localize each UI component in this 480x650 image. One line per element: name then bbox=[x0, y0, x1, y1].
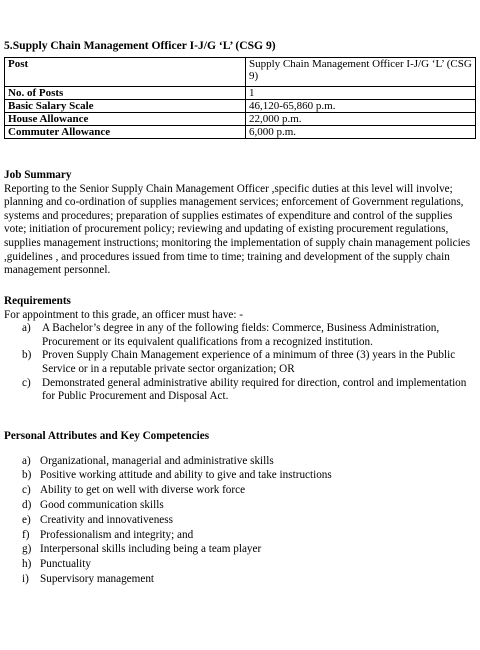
table-value-no-of-posts: 1 bbox=[246, 87, 476, 100]
list-marker: g) bbox=[22, 543, 32, 556]
attributes-list bbox=[4, 454, 476, 587]
table-row bbox=[5, 113, 476, 126]
requirements-section bbox=[4, 295, 476, 404]
table-label-salary: Basic Salary Scale bbox=[5, 100, 246, 113]
list-marker: c) bbox=[22, 376, 31, 389]
list-item bbox=[4, 557, 476, 572]
job-summary-heading: Job Summary bbox=[4, 169, 72, 181]
table-row bbox=[5, 87, 476, 100]
post-details-table bbox=[4, 57, 476, 139]
list-item bbox=[4, 454, 476, 469]
requirements-intro: For appointment to this grade, an officer must have: - bbox=[4, 308, 244, 321]
list-marker: b) bbox=[22, 349, 32, 362]
list-marker: i) bbox=[22, 572, 29, 585]
list-item-text: Good communication skills bbox=[40, 498, 164, 511]
list-marker: d) bbox=[22, 498, 32, 511]
job-summary-text: Reporting to the Senior Supply Chain Management Officer ,specific duties at this level will involve; planning and co-ordination of supplies management services; enforcement of Government regulations, systems and procedures; preparation of supplies estimates of expenditure and control of the supplies vote; initiation of procurement policy; reviewing and updating of existing procurement regulations, supplies management instructions; monitoring the implementation of supply chain management policies ,guidelines , and procedures issued from time to time; training and development of the supply chain management personnel. bbox=[4, 182, 471, 277]
table-value-post: Supply Chain Management Officer I-J/G ‘L’ (CSG 9) bbox=[246, 58, 476, 87]
table-row bbox=[5, 58, 476, 87]
list-item bbox=[4, 377, 476, 404]
list-item bbox=[4, 498, 476, 513]
attributes-section bbox=[4, 430, 476, 587]
job-summary-section bbox=[4, 169, 476, 278]
requirements-list bbox=[4, 322, 476, 404]
list-item-text: Demonstrated general administrative ability required for direction, control and implementation for Public Procurement and Disposal Act. bbox=[42, 376, 467, 403]
list-item bbox=[4, 322, 476, 349]
list-item-text: Proven Supply Chain Management experience of a minimum of three (3) years in the Public Service or in a reputable private sector organization; OR bbox=[42, 349, 456, 375]
list-item bbox=[4, 349, 476, 376]
list-item-text: Interpersonal skills including being a team player bbox=[40, 543, 262, 556]
table-label-no-of-posts: No. of Posts bbox=[5, 87, 246, 100]
list-marker: h) bbox=[22, 558, 32, 571]
list-item-text: Professionalism and integrity; and bbox=[40, 528, 194, 541]
list-item-text: Supervisory management bbox=[40, 572, 155, 585]
list-item-text: Organizational, managerial and administrative skills bbox=[40, 454, 274, 467]
table-label-post: Post bbox=[5, 58, 246, 87]
attributes-heading: Personal Attributes and Key Competencies bbox=[4, 430, 210, 442]
list-marker: a) bbox=[22, 322, 31, 335]
list-marker: c) bbox=[22, 484, 31, 497]
list-item-text: A Bachelor’s degree in any of the following fields: Commerce, Business Administration, Procurement or its equivalent qualifications from a recognized institution. bbox=[42, 322, 440, 348]
list-marker: a) bbox=[22, 454, 31, 467]
list-item bbox=[4, 572, 476, 587]
table-value-commuter-allowance: 6,000 p.m. bbox=[246, 126, 476, 139]
table-label-house-allowance: House Allowance bbox=[5, 113, 246, 126]
table-row bbox=[5, 126, 476, 139]
list-item bbox=[4, 542, 476, 557]
requirements-heading: Requirements bbox=[4, 295, 71, 307]
table-value-salary: 46,120-65,860 p.m. bbox=[246, 100, 476, 113]
list-item bbox=[4, 528, 476, 543]
list-item-text: Creativity and innovativeness bbox=[40, 513, 173, 526]
list-item bbox=[4, 513, 476, 528]
list-item-text: Punctuality bbox=[40, 558, 91, 571]
list-marker: e) bbox=[22, 513, 31, 526]
list-marker: b) bbox=[22, 469, 32, 482]
list-marker: f) bbox=[22, 528, 30, 541]
table-label-commuter-allowance: Commuter Allowance bbox=[5, 126, 246, 139]
table-value-house-allowance: 22,000 p.m. bbox=[246, 113, 476, 126]
list-item-text: Ability to get on well with diverse work force bbox=[40, 484, 246, 497]
table-row bbox=[5, 100, 476, 113]
list-item bbox=[4, 468, 476, 483]
list-item-text: Positive working attitude and ability to give and take instructions bbox=[40, 469, 332, 482]
section-title: 5.Supply Chain Management Officer I-J/G ‘L’ (CSG 9) bbox=[4, 39, 276, 52]
list-item bbox=[4, 483, 476, 498]
